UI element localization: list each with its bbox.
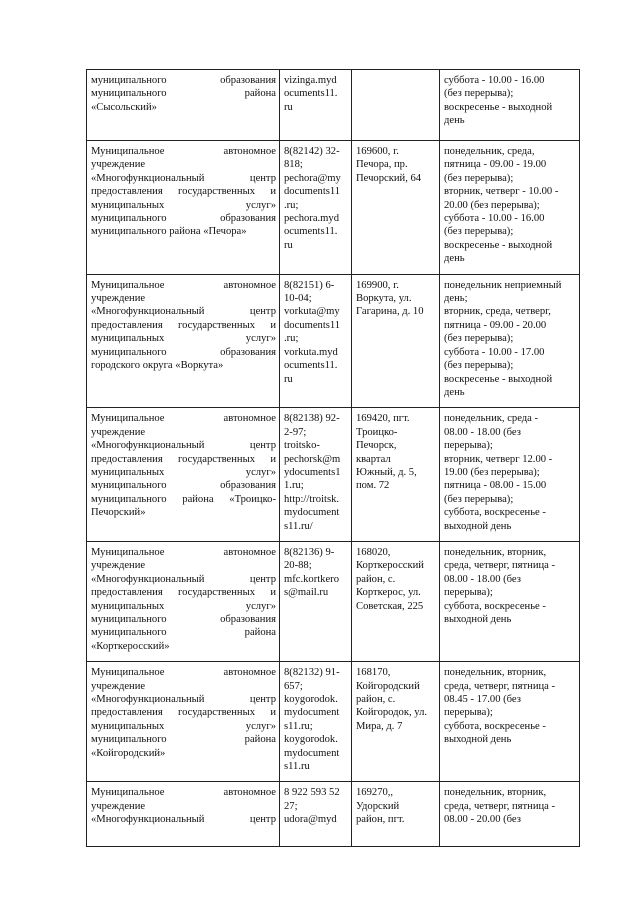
- text-line: понедельник, вторник,: [444, 787, 547, 799]
- text-line: Печорский, 64: [356, 172, 422, 184]
- text-line: Гагарина, д. 10: [356, 306, 424, 318]
- text-line: пятница - 09.00 - 19.00: [444, 159, 547, 171]
- address-cell: [352, 662, 440, 782]
- address-cell: [352, 70, 440, 141]
- text-line: предоставления государственных и: [91, 707, 276, 719]
- schedule-cell: [440, 408, 580, 542]
- text-line: Корткерос, ул.: [356, 587, 421, 599]
- text-line: 20.00 (без перерыва);: [444, 199, 540, 211]
- text-line: .ru;: [284, 199, 299, 211]
- text-line: муниципальных услуг»: [91, 199, 276, 211]
- text-line: «Сысольский»: [91, 101, 157, 113]
- text-line: (без перерыва);: [444, 333, 514, 345]
- text-line: учреждение: [91, 800, 146, 812]
- text-line: Муниципальное автономное: [91, 279, 276, 291]
- text-line: 8(82142) 32-: [284, 146, 340, 157]
- text-line: городского округа «Воркута»: [91, 360, 224, 372]
- address-cell: [352, 408, 440, 542]
- table-row: [87, 70, 580, 141]
- text-line: суббота, воскресенье -: [444, 600, 546, 612]
- contacts-cell: [280, 70, 352, 141]
- text-line: день: [444, 253, 465, 265]
- text-line: вторник, четверг 12.00 -: [444, 453, 553, 465]
- contacts-cell: [280, 408, 352, 542]
- contacts-cell: [280, 782, 352, 847]
- text-line: пятница - 08.00 - 15.00: [444, 480, 547, 492]
- text-line: 27;: [284, 800, 298, 812]
- text-line: «Многофункциональный центр: [91, 573, 276, 585]
- text-line: s11.ru/: [284, 520, 313, 532]
- text-line: 168020,: [356, 546, 391, 558]
- text-line: муниципального образования: [91, 346, 276, 358]
- text-line: pechora@my: [284, 172, 341, 184]
- text-line: понедельник, среда -: [444, 413, 539, 425]
- text-line: 20-88;: [284, 560, 312, 572]
- text-line: 08.00 - 18.00 (без: [444, 426, 521, 438]
- text-line: перерыва);: [444, 707, 493, 719]
- text-line: vorkuta@my: [284, 306, 340, 318]
- text-line: среда, четверг, пятница -: [444, 680, 556, 692]
- office-name-cell: [87, 408, 280, 542]
- text-line: 8(82138) 92-: [284, 413, 340, 425]
- text-line: ocuments11.: [284, 226, 338, 238]
- text-line: .ru;: [284, 333, 299, 345]
- text-line: муниципальных услуг»: [91, 600, 276, 612]
- schedule-cell: [440, 274, 580, 408]
- text-line: 08.00 - 20.00 (без: [444, 814, 521, 826]
- contacts-cell: [280, 541, 352, 661]
- office-name-cell: [87, 70, 280, 141]
- text-line: pechora.myd: [284, 213, 340, 225]
- text-line: учреждение: [91, 293, 146, 305]
- text-line: суббота, воскресенье -: [444, 720, 546, 732]
- text-line: «Многофункциональный центр: [91, 440, 276, 452]
- text-line: предоставления государственных и: [91, 587, 276, 599]
- text-line: муниципальных услуг»: [91, 333, 276, 345]
- table-body: [87, 70, 580, 847]
- schedule-cell: [440, 141, 580, 275]
- text-line: mydocument: [284, 507, 340, 519]
- text-line: выходной день: [444, 734, 512, 746]
- text-line: Троицко-: [356, 426, 398, 438]
- text-line: «Многофункциональный центр: [91, 694, 276, 706]
- text-line: (без перерыва);: [444, 226, 514, 238]
- text-line: среда, четверг, пятница -: [444, 560, 556, 572]
- text-line: 657;: [284, 680, 303, 692]
- text-line: учреждение: [91, 680, 146, 692]
- text-line: s11.ru;: [284, 720, 313, 732]
- text-line: 818;: [284, 159, 303, 171]
- text-line: учреждение: [91, 159, 146, 171]
- text-line: mfc.kortkero: [284, 573, 340, 585]
- text-line: понедельник, вторник,: [444, 546, 547, 558]
- text-line: перерыва);: [444, 587, 493, 599]
- schedule-cell: [440, 70, 580, 141]
- text-line: Муниципальное автономное: [91, 667, 276, 679]
- text-line: 8(82132) 91-: [284, 667, 340, 679]
- address-cell: [352, 274, 440, 408]
- text-line: documents11: [284, 319, 341, 331]
- text-line: Удорский: [356, 800, 400, 812]
- text-line: ocuments11.: [284, 88, 338, 100]
- text-line: муниципального образования: [91, 614, 276, 625]
- text-line: муниципального района: [91, 88, 276, 100]
- text-line: 168170,: [356, 667, 391, 679]
- text-line: (без перерыва);: [444, 172, 514, 184]
- text-line: воскресенье - выходной: [444, 101, 553, 113]
- text-line: 19.00 (без перерыва);: [444, 466, 540, 478]
- text-line: муниципального района: [91, 734, 276, 746]
- address-cell: [352, 782, 440, 847]
- text-line: Советская, 225: [356, 600, 424, 612]
- text-line: «Многофункциональный центр: [91, 814, 276, 826]
- table-row: [87, 274, 580, 408]
- text-line: mydocument: [284, 707, 340, 719]
- text-line: 2-97;: [284, 426, 307, 438]
- text-line: район, с.: [356, 573, 396, 585]
- text-line: Койгородский: [356, 680, 420, 692]
- text-line: 08.00 - 18.00 (без: [444, 573, 521, 585]
- text-line: суббота - 10.00 - 16.00: [444, 75, 545, 86]
- office-name-cell: [87, 141, 280, 275]
- text-line: koygorodok.: [284, 734, 338, 746]
- text-line: 8(82136) 9-: [284, 546, 335, 558]
- text-line: ru: [284, 239, 293, 251]
- schedule-cell: [440, 782, 580, 847]
- text-line: вторник, четверг - 10.00 -: [444, 186, 559, 198]
- text-line: 169420, пгт.: [356, 413, 410, 425]
- text-line: учреждение: [91, 560, 146, 572]
- text-line: vizinga.myd: [284, 75, 337, 86]
- text-line: понедельник, среда,: [444, 146, 535, 157]
- address-cell: [352, 141, 440, 275]
- text-line: предоставления государственных и: [91, 186, 276, 198]
- text-line: выходной день: [444, 614, 512, 625]
- text-line: «Койгородский»: [91, 747, 166, 759]
- text-line: ru: [284, 373, 293, 385]
- office-name-cell: [87, 541, 280, 661]
- text-line: вторник, среда, четверг,: [444, 306, 551, 318]
- text-line: s11.ru: [284, 761, 310, 773]
- office-name-cell: [87, 782, 280, 847]
- schedule-cell: [440, 541, 580, 661]
- text-line: понедельник неприемный: [444, 279, 562, 291]
- text-line: Корткеросский: [356, 560, 424, 572]
- text-line: troitsko-: [284, 440, 320, 452]
- text-line: муниципального образования: [91, 213, 276, 225]
- text-line: pechorsk@m: [284, 453, 341, 465]
- text-line: район, пгт.: [356, 814, 405, 826]
- text-line: муниципальных услуг»: [91, 466, 276, 478]
- text-line: «Корткеросский»: [91, 640, 170, 652]
- text-line: предоставления государственных и: [91, 319, 276, 331]
- text-line: муниципального района: [91, 627, 276, 639]
- text-line: ydocuments1: [284, 466, 341, 478]
- text-line: ru: [284, 101, 293, 113]
- text-line: ocuments11.: [284, 360, 338, 372]
- text-line: 169270,,: [356, 787, 394, 799]
- text-line: Муниципальное автономное: [91, 146, 276, 157]
- text-line: Муниципальное автономное: [91, 413, 276, 425]
- text-line: 169600, г.: [356, 146, 399, 157]
- text-line: Муниципальное автономное: [91, 787, 276, 799]
- text-line: Мира, д. 7: [356, 720, 403, 732]
- text-line: mydocument: [284, 747, 340, 759]
- text-line: Печора, пр.: [356, 159, 408, 171]
- text-line: 8(82151) 6-: [284, 279, 335, 291]
- text-line: муниципального образования: [91, 75, 276, 86]
- text-line: воскресенье - выходной: [444, 373, 553, 385]
- contacts-cell: [280, 662, 352, 782]
- text-line: муниципального района «Печора»: [91, 226, 247, 238]
- text-line: vorkuta.myd: [284, 346, 338, 358]
- text-line: (без перерыва);: [444, 493, 514, 505]
- text-line: Воркута, ул.: [356, 293, 412, 305]
- text-line: 10-04;: [284, 293, 312, 305]
- text-line: «Многофункциональный центр: [91, 306, 276, 318]
- text-line: воскресенье - выходной: [444, 239, 553, 251]
- text-line: udora@myd: [284, 814, 337, 826]
- office-name-cell: [87, 662, 280, 782]
- text-line: муниципального района «Троицко-: [91, 493, 276, 505]
- text-line: муниципального образования: [91, 480, 276, 492]
- text-line: суббота, воскресенье -: [444, 507, 546, 519]
- text-line: Койгородок, ул.: [356, 707, 428, 719]
- text-line: предоставления государственных и: [91, 453, 276, 465]
- text-line: понедельник, вторник,: [444, 667, 547, 679]
- text-line: суббота - 10.00 - 16.00: [444, 213, 545, 225]
- text-line: учреждение: [91, 426, 146, 438]
- text-line: перерыва);: [444, 440, 493, 452]
- text-line: суббота - 10.00 - 17.00: [444, 346, 545, 358]
- text-line: Печорский»: [91, 507, 146, 519]
- text-line: 8 922 593 52: [284, 787, 340, 799]
- text-line: пятница - 09.00 - 20.00: [444, 319, 547, 331]
- mfc-offices-table: [86, 69, 580, 847]
- text-line: (без перерыва);: [444, 88, 514, 100]
- contacts-cell: [280, 274, 352, 408]
- text-line: s@mail.ru: [284, 587, 329, 599]
- text-line: 08.45 - 17.00 (без: [444, 694, 521, 706]
- text-line: день: [444, 386, 465, 398]
- text-line: (без перерыва);: [444, 360, 514, 372]
- table-row: [87, 408, 580, 542]
- text-line: день: [444, 115, 465, 127]
- contacts-cell: [280, 141, 352, 275]
- table-row: [87, 541, 580, 661]
- text-line: documents11: [284, 186, 341, 198]
- schedule-cell: [440, 662, 580, 782]
- text-line: 1.ru;: [284, 480, 304, 492]
- text-line: квартал: [356, 453, 391, 465]
- table-row: [87, 141, 580, 275]
- text-line: Печорск,: [356, 440, 397, 452]
- text-line: среда, четверг, пятница -: [444, 800, 556, 812]
- text-line: день;: [444, 293, 468, 305]
- text-line: Южный, д. 5,: [356, 466, 417, 478]
- text-line: выходной день: [444, 520, 512, 532]
- text-line: http://troitsk.: [284, 493, 340, 505]
- table-row: [87, 782, 580, 847]
- text-line: район, с.: [356, 694, 396, 706]
- text-line: koygorodok.: [284, 694, 338, 706]
- text-line: Муниципальное автономное: [91, 546, 276, 558]
- text-line: пом. 72: [356, 480, 390, 492]
- text-line: муниципальных услуг»: [91, 720, 276, 732]
- text-line: 169900, г.: [356, 279, 399, 291]
- table-row: [87, 662, 580, 782]
- text-line: «Многофункциональный центр: [91, 172, 276, 184]
- office-name-cell: [87, 274, 280, 408]
- address-cell: [352, 541, 440, 661]
